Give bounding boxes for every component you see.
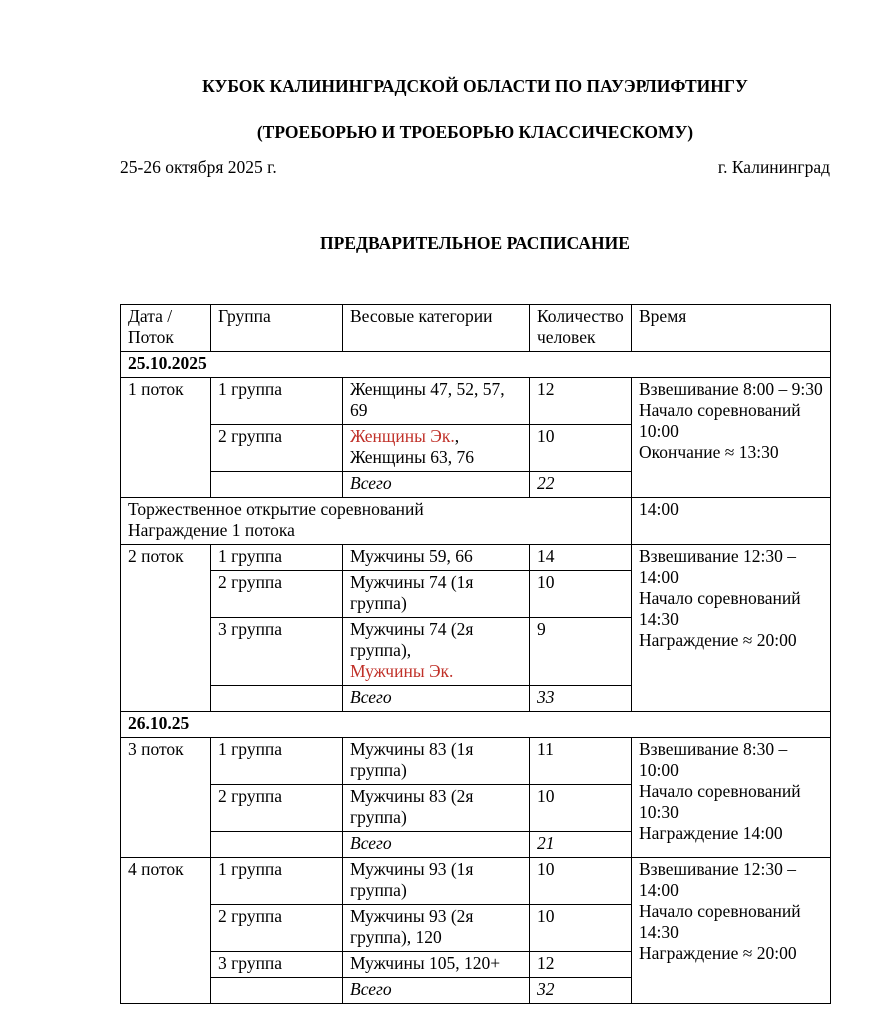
flow1-time-cell <box>632 377 831 497</box>
flow2-group2-count-cell: 10 <box>530 570 632 617</box>
flow1-group1-row <box>121 377 831 424</box>
flow4-group3-count-cell: 12 <box>530 951 632 977</box>
flow4-time-cell <box>632 857 831 1003</box>
flow4-group1-row <box>121 857 831 904</box>
flow1-group1-cell: 1 группа <box>211 377 343 424</box>
flow3-group1-count-cell: 11 <box>530 737 632 784</box>
flow1-group2-count-cell: 10 <box>530 424 632 471</box>
flow4-group2-count-cell: 10 <box>530 904 632 951</box>
flow2-group3-categories-black-text: Мужчины 74 (2я группа), <box>350 618 474 660</box>
flow2-time-line-1: Взвешивание 12:30 – 14:00 <box>639 545 797 587</box>
flow2-group1-count-cell: 14 <box>530 544 632 570</box>
header-cell-group: Группа <box>211 304 343 351</box>
flow3-time-cell <box>632 737 831 857</box>
flow2-total-label-cell: Всего <box>343 685 530 711</box>
flow2-total-empty-cell <box>211 685 343 711</box>
flow1-group1-categories-cell: Женщины 47, 52, 57, 69 <box>343 377 530 424</box>
flow1-time-line-2: Начало соревнований 10:00 <box>639 399 801 441</box>
flow1-total-empty-cell <box>211 471 343 497</box>
flow4-group1-cell: 1 группа <box>211 857 343 904</box>
flow2-group3-categories-cell <box>343 617 530 685</box>
flow3-time-line-3: Награждение 14:00 <box>639 822 783 843</box>
flow4-group3-categories-cell: Мужчины 105, 120+ <box>343 951 530 977</box>
day2-date-row <box>121 711 831 737</box>
flow1-group2-categories-separator: , <box>454 425 460 446</box>
header-cell-time: Время <box>632 304 831 351</box>
flow3-group2-cell: 2 группа <box>211 784 343 831</box>
schedule-heading: ПРЕДВАРИТЕЛЬНОЕ РАСПИСАНИЕ <box>320 232 630 253</box>
flow3-group2-categories-cell: Мужчины 83 (2я группа) <box>343 784 530 831</box>
schedule-table <box>120 304 831 1004</box>
ceremony-cell <box>121 497 632 544</box>
flow4-total-count-cell: 32 <box>530 977 632 1003</box>
flow3-group1-row <box>121 737 831 784</box>
flow1-group2-cell: 2 группа <box>211 424 343 471</box>
flow3-group1-categories-cell: Мужчины 83 (1я группа) <box>343 737 530 784</box>
flow1-group1-count-cell: 12 <box>530 377 632 424</box>
flow1-group2-categories-red-text: Женщины Эк. <box>350 425 455 446</box>
doc-title: КУБОК КАЛИНИНГРАДСКОЙ ОБЛАСТИ ПО ПАУЭРЛИФТИНГУ <box>202 76 748 96</box>
flow4-group1-count-cell: 10 <box>530 857 632 904</box>
flow3-total-count-cell: 21 <box>530 831 632 857</box>
flow2-group2-cell: 2 группа <box>211 570 343 617</box>
event-city: г. Калининград <box>717 156 830 177</box>
table-header-row <box>121 304 831 351</box>
flow3-time-line-2: Начало соревнований 10:30 <box>639 780 801 822</box>
flow3-group2-count-cell: 10 <box>530 784 632 831</box>
flow3-time-line-1: Взвешивание 8:30 – 10:00 <box>639 738 788 780</box>
flow1-total-count-cell: 22 <box>530 471 632 497</box>
flow1-name-cell: 1 поток <box>121 377 211 497</box>
day1-date-cell: 25.10.2025 <box>121 351 831 377</box>
header-cell-count: Количество человек <box>530 304 632 351</box>
flow2-total-count-cell: 33 <box>530 685 632 711</box>
event-dates: 25-26 октября 2025 г. <box>120 156 277 177</box>
ceremony-line-1: Торжественное открытие соревнований <box>128 498 424 519</box>
flow4-time-line-2: Начало соревнований 14:30 <box>639 900 801 942</box>
day1-date-row <box>121 351 831 377</box>
flow3-group1-cell: 1 группа <box>211 737 343 784</box>
flow3-total-label-cell: Всего <box>343 831 530 857</box>
ceremony-time-cell: 14:00 <box>632 497 831 544</box>
flow1-total-label-cell: Всего <box>343 471 530 497</box>
flow4-group2-cell: 2 группа <box>211 904 343 951</box>
flow1-time-line-3: Окончание ≈ 13:30 <box>639 441 779 462</box>
flow2-group3-categories-red-text: Мужчины Эк. <box>350 660 454 681</box>
ceremony-row <box>121 497 831 544</box>
flow2-group1-cell: 1 группа <box>211 544 343 570</box>
flow4-total-label-cell: Всего <box>343 977 530 1003</box>
flow2-group1-row <box>121 544 831 570</box>
flow4-time-line-1: Взвешивание 12:30 – 14:00 <box>639 858 797 900</box>
flow4-time-line-3: Награждение ≈ 20:00 <box>639 942 797 963</box>
doc-subtitle: (ТРОЕБОРЬЮ И ТРОЕБОРЬЮ КЛАССИЧЕСКОМУ) <box>256 121 694 142</box>
flow2-group1-categories-cell: Мужчины 59, 66 <box>343 544 530 570</box>
flow2-group2-categories-cell: Мужчины 74 (1я группа) <box>343 570 530 617</box>
flow3-total-empty-cell <box>211 831 343 857</box>
flow1-group2-categories-cell <box>343 424 530 471</box>
flow2-time-cell <box>632 544 831 711</box>
flow2-time-line-2: Начало соревнований 14:30 <box>639 587 801 629</box>
flow4-total-empty-cell <box>211 977 343 1003</box>
flow2-time-line-3: Награждение ≈ 20:00 <box>639 629 797 650</box>
flow4-name-cell: 4 поток <box>121 857 211 1003</box>
ceremony-line-2: Награждение 1 потока <box>128 519 295 540</box>
day2-date-cell: 26.10.25 <box>121 711 831 737</box>
flow2-group3-count-cell: 9 <box>530 617 632 685</box>
flow1-time-line-1: Взвешивание 8:00 – 9:30 <box>639 378 823 399</box>
flow2-name-cell: 2 поток <box>121 544 211 711</box>
flow1-group2-categories-line2: Женщины 63, 76 <box>350 446 475 467</box>
header-cell-categories: Весовые категории <box>343 304 530 351</box>
date-city-line <box>120 157 830 179</box>
flow3-name-cell: 3 поток <box>121 737 211 857</box>
flow4-group1-categories-cell: Мужчины 93 (1я группа) <box>343 857 530 904</box>
flow4-group3-cell: 3 группа <box>211 951 343 977</box>
header-cell-date-flow: Дата / Поток <box>121 304 211 351</box>
flow1-group2-categories-line1 <box>350 426 523 447</box>
flow2-group3-cell: 3 группа <box>211 617 343 685</box>
flow4-group2-categories-cell: Мужчины 93 (2я группа), 120 <box>343 904 530 951</box>
